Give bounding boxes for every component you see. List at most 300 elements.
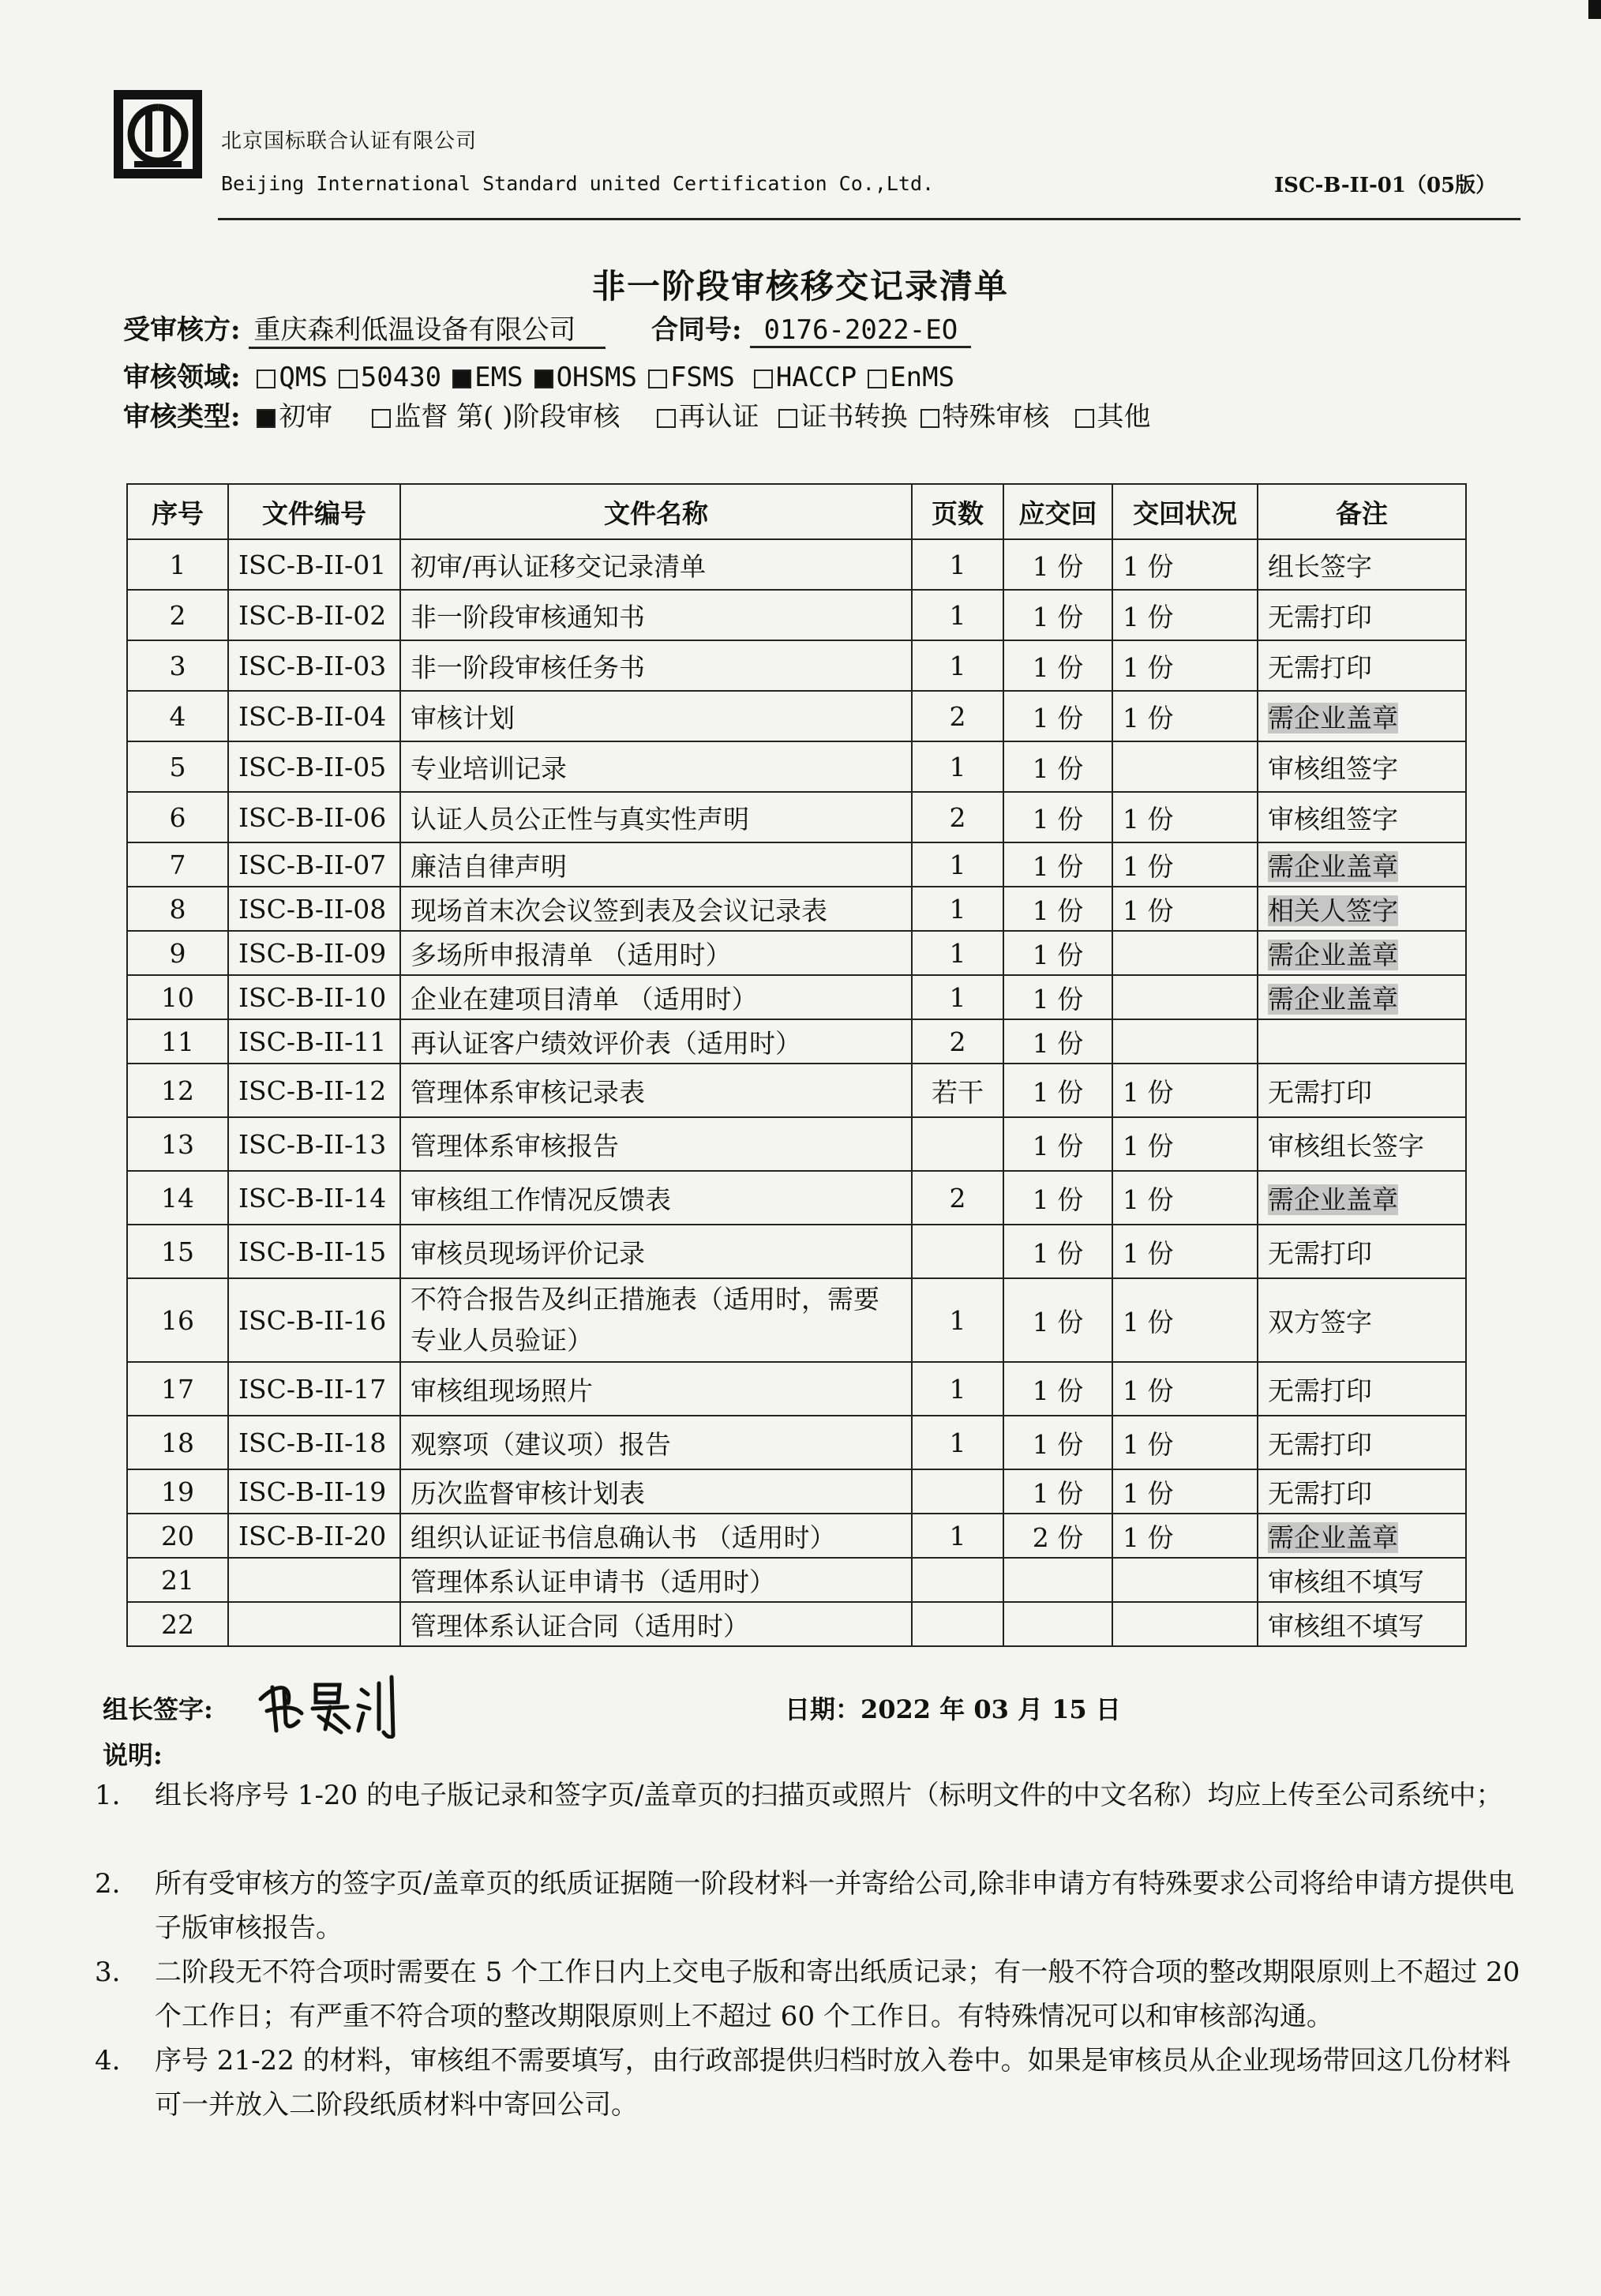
leader-signature <box>253 1668 411 1739</box>
cell-code-text: ISC-B-II-14 <box>238 1182 387 1214</box>
cell-remark-text: 无需打印 <box>1268 1375 1372 1406</box>
cell-remark-text: 无需打印 <box>1268 1237 1372 1269</box>
cell-name <box>400 691 912 741</box>
type-option <box>1067 401 1151 433</box>
cell-name <box>400 1019 912 1064</box>
cell-pages-text: 1 <box>949 893 966 925</box>
table-row <box>127 741 1466 792</box>
cell-returned <box>1112 640 1258 691</box>
cell-returned <box>1112 590 1258 640</box>
domain-option-label: EMS <box>474 362 523 393</box>
cell-remark <box>1258 887 1466 931</box>
cell-pages <box>912 842 1003 887</box>
cell-returned <box>1112 1064 1258 1117</box>
cell-pages-text: 1 <box>949 549 966 580</box>
cell-pages-text: 1 <box>949 1427 966 1458</box>
table-row <box>127 1416 1466 1469</box>
cell-returned-text: 1 份 <box>1123 601 1174 632</box>
cell-no-text: 8 <box>169 893 186 925</box>
cell-pages-text: 1 <box>949 751 966 782</box>
cell-code-text: ISC-B-II-16 <box>238 1304 387 1336</box>
sign-date: 日期：2022 年 03 月 15 日 <box>785 1694 1121 1724</box>
cell-name <box>400 741 912 792</box>
cell-due <box>1003 1278 1112 1362</box>
company-name-cn: 北京国标联合认证有限公司 <box>221 129 478 153</box>
cell-name <box>400 590 912 640</box>
cell-returned <box>1112 975 1258 1019</box>
cell-name <box>400 792 912 842</box>
cell-returned <box>1112 931 1258 975</box>
cell-pages-text: 2 <box>949 1026 966 1057</box>
cell-due-text: 1 份 <box>1032 1477 1084 1509</box>
cell-remark-text: 无需打印 <box>1268 651 1372 683</box>
cell-due <box>1003 640 1112 691</box>
cell-due-text: 1 份 <box>1032 702 1084 733</box>
cell-remark-text: 审核组签字 <box>1268 752 1398 784</box>
table-row <box>127 1019 1466 1064</box>
domain-option <box>444 362 523 393</box>
note-item <box>95 2039 1532 2127</box>
cell-code <box>228 1416 400 1469</box>
cell-due <box>1003 887 1112 931</box>
cell-no-text: 4 <box>169 700 186 732</box>
cell-due-text: 1 份 <box>1032 895 1084 926</box>
note-number: 2. <box>95 1868 121 1900</box>
cell-due-text: 1 份 <box>1032 752 1084 784</box>
scan-edge-mark <box>1588 0 1601 19</box>
cell-due-text: 1 份 <box>1032 651 1084 683</box>
cell-code <box>228 1064 400 1117</box>
cell-due-text: 2 份 <box>1032 1521 1084 1553</box>
cell-name-text: 审核组工作情况反馈表 <box>411 1184 671 1215</box>
note-number: 1. <box>95 1780 121 1811</box>
column-header: 文件编号 <box>228 484 400 539</box>
type-option-label: 再认证 <box>678 401 759 433</box>
cell-due-text: 1 份 <box>1032 983 1084 1015</box>
cell-remark <box>1258 1514 1466 1558</box>
cell-pages <box>912 1558 1003 1602</box>
cell-no-text: 16 <box>161 1304 194 1336</box>
cell-pages-text: 1 <box>949 849 966 880</box>
company-name-en: Beijing International Standard united Certification Co.,Ltd. <box>221 172 935 195</box>
cell-remark <box>1258 691 1466 741</box>
type-option-label: 初审 <box>279 401 333 433</box>
auditee-value: 重庆森利低温设备有限公司 <box>249 308 606 349</box>
table-row <box>127 640 1466 691</box>
type-option <box>249 401 332 433</box>
cell-no-text: 21 <box>161 1564 194 1596</box>
type-line <box>123 395 1151 433</box>
cell-no <box>127 1225 228 1278</box>
type-checkbox <box>257 409 276 428</box>
cell-no <box>127 1064 228 1117</box>
cell-returned <box>1112 842 1258 887</box>
cell-no-text: 7 <box>169 849 186 880</box>
cell-returned <box>1112 1019 1258 1064</box>
cell-due <box>1003 1514 1112 1558</box>
cell-due-text: 1 份 <box>1032 601 1084 632</box>
cell-remark-text: 无需打印 <box>1268 1428 1372 1460</box>
cell-remark-text: 需企业盖章 <box>1268 702 1398 733</box>
cell-due <box>1003 1416 1112 1469</box>
cell-name <box>400 539 912 590</box>
cell-returned <box>1112 792 1258 842</box>
cell-returned-text: 1 份 <box>1123 895 1174 926</box>
cell-no <box>127 691 228 741</box>
cell-returned-text: 1 份 <box>1123 1375 1174 1406</box>
cell-due <box>1003 1019 1112 1064</box>
cell-code <box>228 1558 400 1602</box>
cell-returned-text: 1 份 <box>1123 850 1174 882</box>
domain-checkbox <box>534 370 553 388</box>
cell-code-text: ISC-B-II-10 <box>238 981 387 1013</box>
domain-checkbox <box>754 370 773 388</box>
cell-code <box>228 975 400 1019</box>
domain-options <box>249 362 958 393</box>
cell-pages-text: 若干 <box>932 1076 984 1108</box>
cell-pages-text: 2 <box>949 700 966 732</box>
cell-name <box>400 1469 912 1514</box>
cell-no-text: 15 <box>161 1236 194 1267</box>
cell-due <box>1003 1117 1112 1171</box>
cell-code-text: ISC-B-II-03 <box>238 650 387 681</box>
cell-remark-text: 需企业盖章 <box>1268 983 1398 1015</box>
cell-no <box>127 1019 228 1064</box>
domain-option <box>746 362 857 393</box>
table-row <box>127 842 1466 887</box>
cell-pages <box>912 887 1003 931</box>
cell-name <box>400 931 912 975</box>
cell-pages <box>912 1416 1003 1469</box>
cell-returned-text: 1 份 <box>1123 803 1174 835</box>
cell-due-text: 1 份 <box>1032 803 1084 835</box>
domain-option <box>640 362 735 393</box>
note-item <box>95 1950 1532 2039</box>
cell-code <box>228 1019 400 1064</box>
cell-pages <box>912 539 1003 590</box>
cell-name-text: 不符合报告及纠正措施表（适用时，需要专业人员验证） <box>411 1284 879 1356</box>
table-row <box>127 1469 1466 1514</box>
cell-remark-text: 需企业盖章 <box>1268 1184 1398 1215</box>
cell-due-text: 1 份 <box>1032 1130 1084 1161</box>
document-code: ISC-B-II-01（05版） <box>1274 174 1497 197</box>
cell-name <box>400 1278 912 1362</box>
table-row <box>127 590 1466 640</box>
cell-due <box>1003 590 1112 640</box>
cell-pages-text: 1 <box>949 1520 966 1551</box>
column-header: 序号 <box>127 484 228 539</box>
cell-code <box>228 931 400 975</box>
cell-remark <box>1258 792 1466 842</box>
cell-remark <box>1258 1117 1466 1171</box>
type-option <box>771 401 908 433</box>
cell-remark-text: 需企业盖章 <box>1268 939 1398 970</box>
cell-pages <box>912 1278 1003 1362</box>
cell-no-text: 2 <box>169 599 186 631</box>
cell-pages-text: 1 <box>949 981 966 1013</box>
note-item <box>95 1862 1532 1950</box>
cell-remark-text: 审核组不填写 <box>1268 1566 1424 1597</box>
domain-label: 审核领域: <box>123 362 241 393</box>
cell-remark <box>1258 741 1466 792</box>
cell-pages <box>912 1362 1003 1416</box>
cell-remark-text: 审核组签字 <box>1268 803 1398 835</box>
cell-due <box>1003 975 1112 1019</box>
cell-code-text: ISC-B-II-18 <box>238 1427 387 1458</box>
note-number: 4. <box>95 2045 121 2077</box>
cell-remark <box>1258 1558 1466 1602</box>
cell-no-text: 12 <box>161 1075 194 1106</box>
cell-pages <box>912 1602 1003 1646</box>
cell-name-text: 专业培训记录 <box>411 752 567 784</box>
cell-pages <box>912 741 1003 792</box>
cell-due <box>1003 1362 1112 1416</box>
cell-due <box>1003 792 1112 842</box>
note-text: 序号 21-22 的材料，审核组不需要填写，由行政部提供归档时放入卷中。如果是审核员从企业现场带回这几份材料可一并放入二阶段纸质材料中寄回公司。 <box>155 2045 1511 2121</box>
cell-no <box>127 539 228 590</box>
cell-due <box>1003 1225 1112 1278</box>
cell-remark <box>1258 1225 1466 1278</box>
cell-pages <box>912 1117 1003 1171</box>
domain-option-label: 50430 <box>360 362 442 393</box>
domain-option-label: FSMS <box>669 362 735 393</box>
cell-name-text: 观察项（建议项）报告 <box>411 1428 671 1460</box>
cell-due <box>1003 691 1112 741</box>
cell-returned <box>1112 1558 1258 1602</box>
domain-checkbox <box>339 370 358 388</box>
type-option-label: 特殊审核 <box>942 401 1050 433</box>
cell-code <box>228 1469 400 1514</box>
cell-due <box>1003 1558 1112 1602</box>
cell-name-text: 审核计划 <box>411 702 515 733</box>
type-option <box>913 401 1050 433</box>
note-text: 二阶段无不符合项时需要在 5 个工作日内上交电子版和寄出纸质记录；有一般不符合项的整改期限原则上不超过 20 个工作日；有严重不符合项的整改期限原则上不超过 60 个工作日。有特殊情况可以和审核部沟通。 <box>155 1956 1520 2032</box>
cell-name <box>400 1416 912 1469</box>
cell-code <box>228 590 400 640</box>
cell-no <box>127 1278 228 1362</box>
cell-remark-text: 相关人签字 <box>1268 895 1398 926</box>
cell-returned <box>1112 1278 1258 1362</box>
cell-no-text: 10 <box>161 981 194 1013</box>
cell-remark-text: 审核组不填写 <box>1268 1610 1424 1641</box>
cell-no <box>127 640 228 691</box>
cell-code-text: ISC-B-II-17 <box>238 1373 387 1405</box>
cell-remark <box>1258 590 1466 640</box>
cell-returned <box>1112 741 1258 792</box>
cell-pages-text: 1 <box>949 937 966 969</box>
cell-pages <box>912 975 1003 1019</box>
cell-code-text: ISC-B-II-07 <box>238 849 387 880</box>
cell-due-text: 1 份 <box>1032 1375 1084 1406</box>
table-row <box>127 1225 1466 1278</box>
cell-returned <box>1112 1117 1258 1171</box>
cell-remark-text: 需企业盖章 <box>1268 1521 1398 1553</box>
cell-returned-text: 1 份 <box>1123 1130 1174 1161</box>
domain-checkbox <box>257 370 276 388</box>
domain-checkbox <box>452 370 471 388</box>
cell-returned-text: 1 份 <box>1123 1184 1174 1215</box>
cell-name <box>400 1225 912 1278</box>
cell-name <box>400 1117 912 1171</box>
cell-no-text: 17 <box>161 1373 194 1405</box>
cell-pages-text: 2 <box>949 1182 966 1214</box>
cell-pages <box>912 1225 1003 1278</box>
cell-pages <box>912 691 1003 741</box>
company-logo <box>111 87 205 182</box>
cell-remark <box>1258 931 1466 975</box>
cell-remark <box>1258 1416 1466 1469</box>
cell-returned <box>1112 1416 1258 1469</box>
cell-code <box>228 792 400 842</box>
cell-due <box>1003 741 1112 792</box>
cell-code-text: ISC-B-II-08 <box>238 893 387 925</box>
cell-no <box>127 842 228 887</box>
cell-name-text: 管理体系认证申请书（适用时） <box>411 1566 775 1597</box>
cell-name-text: 再认证客户绩效评价表（适用时） <box>411 1027 801 1059</box>
cell-name <box>400 1064 912 1117</box>
cell-remark <box>1258 1278 1466 1362</box>
cell-returned-text: 1 份 <box>1123 651 1174 683</box>
type-checkbox <box>372 409 391 428</box>
cell-code-text: ISC-B-II-19 <box>238 1476 387 1507</box>
cell-due-text: 1 份 <box>1032 550 1084 582</box>
cell-returned-text: 1 份 <box>1123 1428 1174 1460</box>
contract-label: 合同号: <box>651 314 742 346</box>
cell-code <box>228 1117 400 1171</box>
handover-table <box>126 483 1467 1647</box>
cell-no <box>127 792 228 842</box>
cell-code-text: ISC-B-II-15 <box>238 1236 387 1267</box>
cell-pages-text: 1 <box>949 1373 966 1405</box>
cell-name <box>400 1514 912 1558</box>
table-row <box>127 1602 1466 1646</box>
table-row <box>127 539 1466 590</box>
cell-name <box>400 640 912 691</box>
cell-no-text: 5 <box>169 751 186 782</box>
cell-name-text: 审核员现场评价记录 <box>411 1237 645 1269</box>
cell-no <box>127 1171 228 1225</box>
cell-due-text: 1 份 <box>1032 850 1084 882</box>
note-number: 3. <box>95 1956 121 1988</box>
cell-code <box>228 1225 400 1278</box>
table-row <box>127 931 1466 975</box>
cell-due <box>1003 1064 1112 1117</box>
cell-code-text: ISC-B-II-04 <box>238 700 387 732</box>
cell-no-text: 22 <box>161 1608 194 1640</box>
notes-label: 说明: <box>103 1740 163 1770</box>
cell-pages <box>912 1469 1003 1514</box>
cell-returned-text: 1 份 <box>1123 1237 1174 1269</box>
table-row <box>127 1117 1466 1171</box>
cell-no-text: 14 <box>161 1182 194 1214</box>
cell-code-text: ISC-B-II-11 <box>238 1026 387 1057</box>
cell-due <box>1003 842 1112 887</box>
auditee-line <box>123 308 971 349</box>
cell-name-text: 企业在建项目清单 （适用时） <box>411 983 758 1015</box>
cell-due <box>1003 1469 1112 1514</box>
domain-option-label: QMS <box>279 362 328 393</box>
cell-remark <box>1258 975 1466 1019</box>
table-row <box>127 792 1466 842</box>
cell-returned <box>1112 691 1258 741</box>
cell-pages <box>912 1064 1003 1117</box>
cell-pages <box>912 1171 1003 1225</box>
cell-no-text: 6 <box>169 801 186 833</box>
cell-code-text: ISC-B-II-06 <box>238 801 387 833</box>
type-checkbox <box>778 409 797 428</box>
cell-code <box>228 691 400 741</box>
cell-remark-text: 双方签字 <box>1268 1306 1372 1337</box>
domain-line <box>123 355 958 394</box>
cell-returned <box>1112 887 1258 931</box>
cell-no-text: 11 <box>161 1026 194 1057</box>
cell-name-text: 历次监督审核计划表 <box>411 1477 645 1509</box>
cell-no <box>127 1514 228 1558</box>
table-row <box>127 1171 1466 1225</box>
cell-remark-text: 审核组长签字 <box>1268 1130 1424 1161</box>
header-rule <box>218 218 1520 220</box>
cell-no <box>127 887 228 931</box>
column-header: 文件名称 <box>400 484 912 539</box>
cell-name-text: 审核组现场照片 <box>411 1375 593 1406</box>
cell-code <box>228 640 400 691</box>
cell-remark <box>1258 1602 1466 1646</box>
cell-name <box>400 887 912 931</box>
cell-pages-text: 1 <box>949 1304 966 1336</box>
type-label: 审核类型: <box>123 401 241 433</box>
cell-name-text: 廉洁自律声明 <box>411 850 567 882</box>
contract-value: 0176-2022-EO <box>750 314 971 348</box>
cell-returned-text: 1 份 <box>1123 1477 1174 1509</box>
domain-option <box>249 362 327 393</box>
cell-remark <box>1258 1469 1466 1514</box>
leader-sign-label: 组长签字: <box>103 1694 213 1724</box>
note-item <box>95 1773 1532 1818</box>
cell-returned <box>1112 1514 1258 1558</box>
cell-code <box>228 842 400 887</box>
note-text: 所有受审核方的签字页/盖章页的纸质证据随一阶段材料一并寄给公司,除非申请方有特殊要求公司将给申请方提供电子版审核报告。 <box>155 1868 1515 1944</box>
cell-name <box>400 842 912 887</box>
cell-remark <box>1258 1019 1466 1064</box>
cell-pages <box>912 1019 1003 1064</box>
table-row <box>127 1558 1466 1602</box>
cell-code-text: ISC-B-II-13 <box>238 1128 387 1160</box>
type-options <box>249 401 1150 433</box>
table-row <box>127 1278 1466 1362</box>
auditee-label: 受审核方: <box>123 314 241 346</box>
domain-checkbox <box>868 370 887 388</box>
cell-code-text: ISC-B-II-02 <box>238 599 387 631</box>
type-checkbox <box>1075 409 1094 428</box>
cell-name-text: 非一阶段审核通知书 <box>411 601 645 632</box>
cell-name <box>400 1602 912 1646</box>
cell-remark-text: 需企业盖章 <box>1268 850 1398 882</box>
cell-code-text: ISC-B-II-20 <box>238 1520 387 1551</box>
table-row <box>127 1064 1466 1117</box>
cell-code <box>228 741 400 792</box>
cell-code <box>228 539 400 590</box>
cell-returned-text: 1 份 <box>1123 1076 1174 1108</box>
domain-checkbox <box>648 370 667 388</box>
cell-returned <box>1112 1171 1258 1225</box>
column-header: 应交回 <box>1003 484 1112 539</box>
cell-no-text: 13 <box>161 1128 194 1160</box>
cell-pages-text: 1 <box>949 650 966 681</box>
cell-no <box>127 1558 228 1602</box>
cell-due-text: 1 份 <box>1032 939 1084 970</box>
cell-no <box>127 1469 228 1514</box>
domain-option <box>860 362 954 393</box>
